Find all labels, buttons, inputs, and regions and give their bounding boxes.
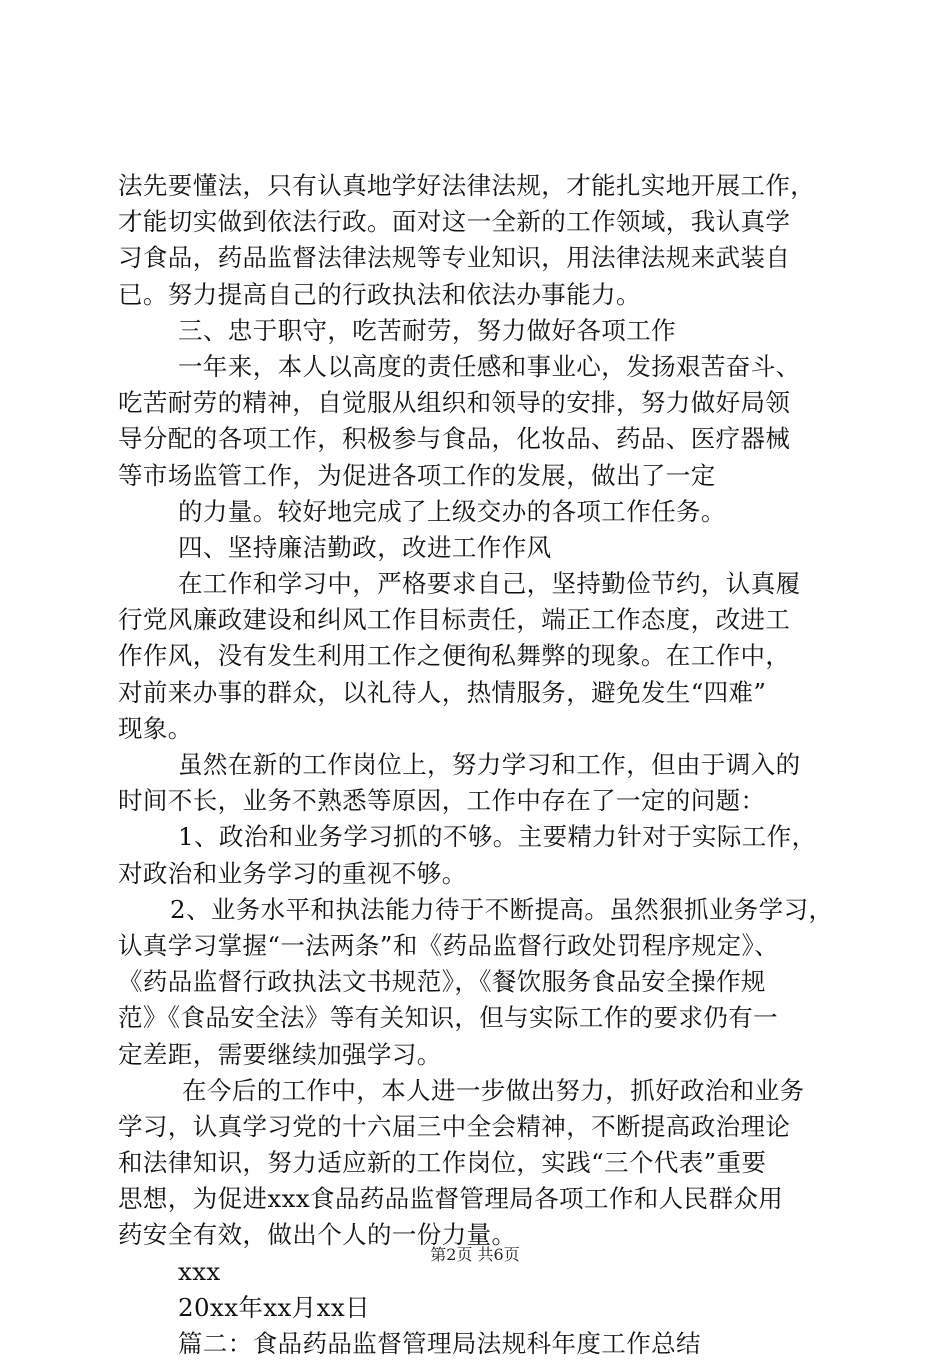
text-line: 习食品，药品监督法律法规等专业知识，用法律法规来武装自 [118, 243, 791, 273]
text-line: 对政治和业务学习的重视不够。 [118, 858, 467, 888]
text-line: 法先要懂法，只有认真地学好法律法规，才能扎实地开展工作， [118, 171, 816, 200]
list-item: 1、政治和业务学习抓的不够。主要精力针对于实际工作， [178, 822, 817, 852]
text-line: 在今后的工作中，本人进一步做出努力，抓好政治和业务 [182, 1075, 805, 1105]
text-line: 才能切实做到依法行政。面对这一全新的工作领域，我认真学 [118, 207, 791, 237]
section-heading: 四、坚持廉洁勤政，改进工作作风 [178, 532, 552, 562]
text-line: 和法律知识，努力适应新的工作岗位，实践“三个代表”重要 [118, 1148, 767, 1178]
document-body [118, 168, 838, 1362]
text-line: 在工作和学习中，严格要求自己，坚持勤俭节约，认真履 [178, 569, 801, 599]
next-article-title: 篇二：食品药品监督管理局法规科年度工作总结 [178, 1329, 701, 1358]
text-line: 吃苦耐劳的精神，自觉服从组织和领导的安排，努力做好局领 [118, 388, 791, 418]
text-line: 《药品监督行政执法文书规范》，《餐饮服务食品安全操作规 [118, 967, 766, 997]
text-line: 等市场监管工作，为促进各项工作的发展，做出了一定 [118, 460, 716, 490]
text-line: 药安全有效，做出个人的一份力量。 [118, 1220, 517, 1250]
text-line: 作作风，没有发生利用工作之便徇私舞弊的现象。在工作中， [118, 641, 791, 671]
text-line: 现象。 [118, 713, 193, 743]
signature-date: 20xx年xx月xx日 [178, 1292, 370, 1322]
signature-name: xxx [178, 1256, 221, 1286]
text-line: 对前来办事的群众，以礼待人，热情服务，避免发生“四难” [118, 677, 767, 707]
page-number-footer: 第2页 共6页 [430, 1245, 520, 1264]
text-line: 时间不长，业务不熟悉等原因，工作中存在了一定的问题： [118, 786, 766, 816]
text-line: 范》《食品安全法》等有关知识，但与实际工作的要求仍有一 [118, 1003, 779, 1033]
text-line: 的力量。较好地完成了上级交办的各项工作任务。 [178, 496, 726, 526]
text-line: 行党风廉政建设和纠风工作目标责任，端正工作态度，改进工 [118, 605, 791, 635]
list-item: 2、业务水平和执法能力待于不断提高。虽然狠抓业务学习， [170, 894, 834, 924]
text-line: 认真学习掌握“一法两条”和《药品监督行政处罚程序规定》、 [118, 930, 779, 960]
text-line: 导分配的各项工作，积极参与食品，化妆品、药品、医疗器械 [118, 424, 791, 454]
text-line: 一年来，本人以高度的责任感和事业心，发扬艰苦奋斗、 [178, 351, 801, 381]
text-line: 虽然在新的工作岗位上，努力学习和工作，但由于调入的 [178, 750, 801, 779]
text-line: 定差距，需要继续加强学习。 [118, 1039, 442, 1069]
text-line: 学习，认真学习党的十六届三中全会精神，不断提高政治理论 [118, 1111, 791, 1141]
text-line: 思想，为促进xxx食品药品监督管理局各项工作和人民群众用 [118, 1184, 784, 1214]
text-line: 已。努力提高自己的行政执法和依法办事能力。 [118, 279, 641, 309]
section-heading: 三、忠于职守，吃苦耐劳，努力做好各项工作 [178, 315, 676, 345]
